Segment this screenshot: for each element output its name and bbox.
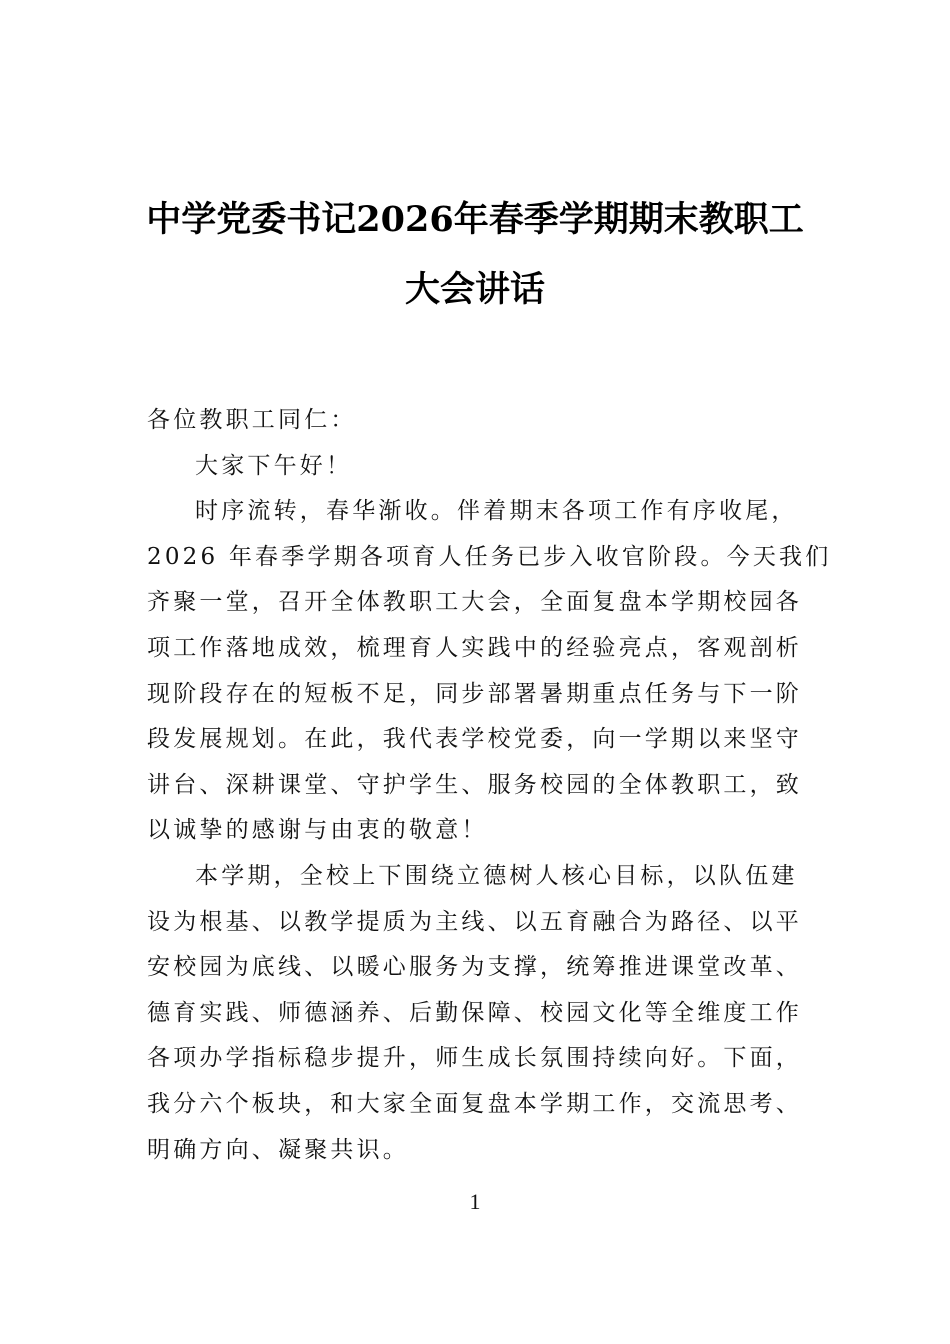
paragraph-line: 现阶段存在的短板不足，同步部署暑期重点任务与下一阶: [147, 680, 802, 707]
paragraph-opening: [147, 489, 832, 854]
paragraph-line: 本学期，全校上下围绕立德树人核心目标，以队伍建: [195, 862, 798, 889]
greeting-text: 大家下午好！: [195, 452, 353, 479]
paragraph-line: 设为根基、以教学提质为主线、以五育融合为路径、以平: [147, 908, 802, 935]
paragraph-line: 2026 年春季学期各项育人任务已步入收官阶段。今天我们: [147, 543, 832, 570]
paragraph-line: 时序流转，春华渐收。伴着期末各项工作有序收尾，: [195, 498, 798, 525]
paragraph-line: 项工作落地成效，梳理育人实践中的经验亮点，客观剖析: [147, 634, 802, 661]
paragraph-line: 段发展规划。在此，我代表学校党委，向一学期以来坚守: [147, 726, 802, 753]
document-title: [120, 185, 830, 325]
paragraph-summary: [147, 854, 807, 1173]
salutation: [147, 398, 807, 444]
salutation-text: 各位教职工同仁：: [147, 407, 357, 433]
paragraph-line: 安校园为底线、以暖心服务为支撑，统筹推进课堂改革、: [147, 954, 802, 981]
document-body: [147, 398, 832, 1173]
page-number: 1: [469, 1189, 481, 1214]
greeting: [147, 444, 807, 490]
paragraph-line: 各项办学指标稳步提升，师生成长氛围持续向好。下面，: [147, 1045, 802, 1072]
paragraph-line: 德育实践、师德涵养、后勤保障、校园文化等全维度工作: [147, 999, 802, 1026]
paragraph-line: 以诚挚的感谢与由衷的敬意！: [147, 817, 488, 844]
paragraph-line: 我分六个板块，和大家全面复盘本学期工作，交流思考、: [147, 1090, 802, 1117]
title-line-1: 中学党委书记2026年春季学期期末教职工: [146, 199, 804, 240]
title-line-2: 大会讲话: [404, 269, 545, 310]
paragraph-line: 明确方向、凝聚共识。: [147, 1136, 409, 1163]
paragraph-line: 讲台、深耕课堂、守护学生、服务校园的全体教职工，致: [147, 771, 802, 798]
paragraph-line: 齐聚一堂，召开全体教职工大会，全面复盘本学期校园各: [147, 589, 802, 616]
